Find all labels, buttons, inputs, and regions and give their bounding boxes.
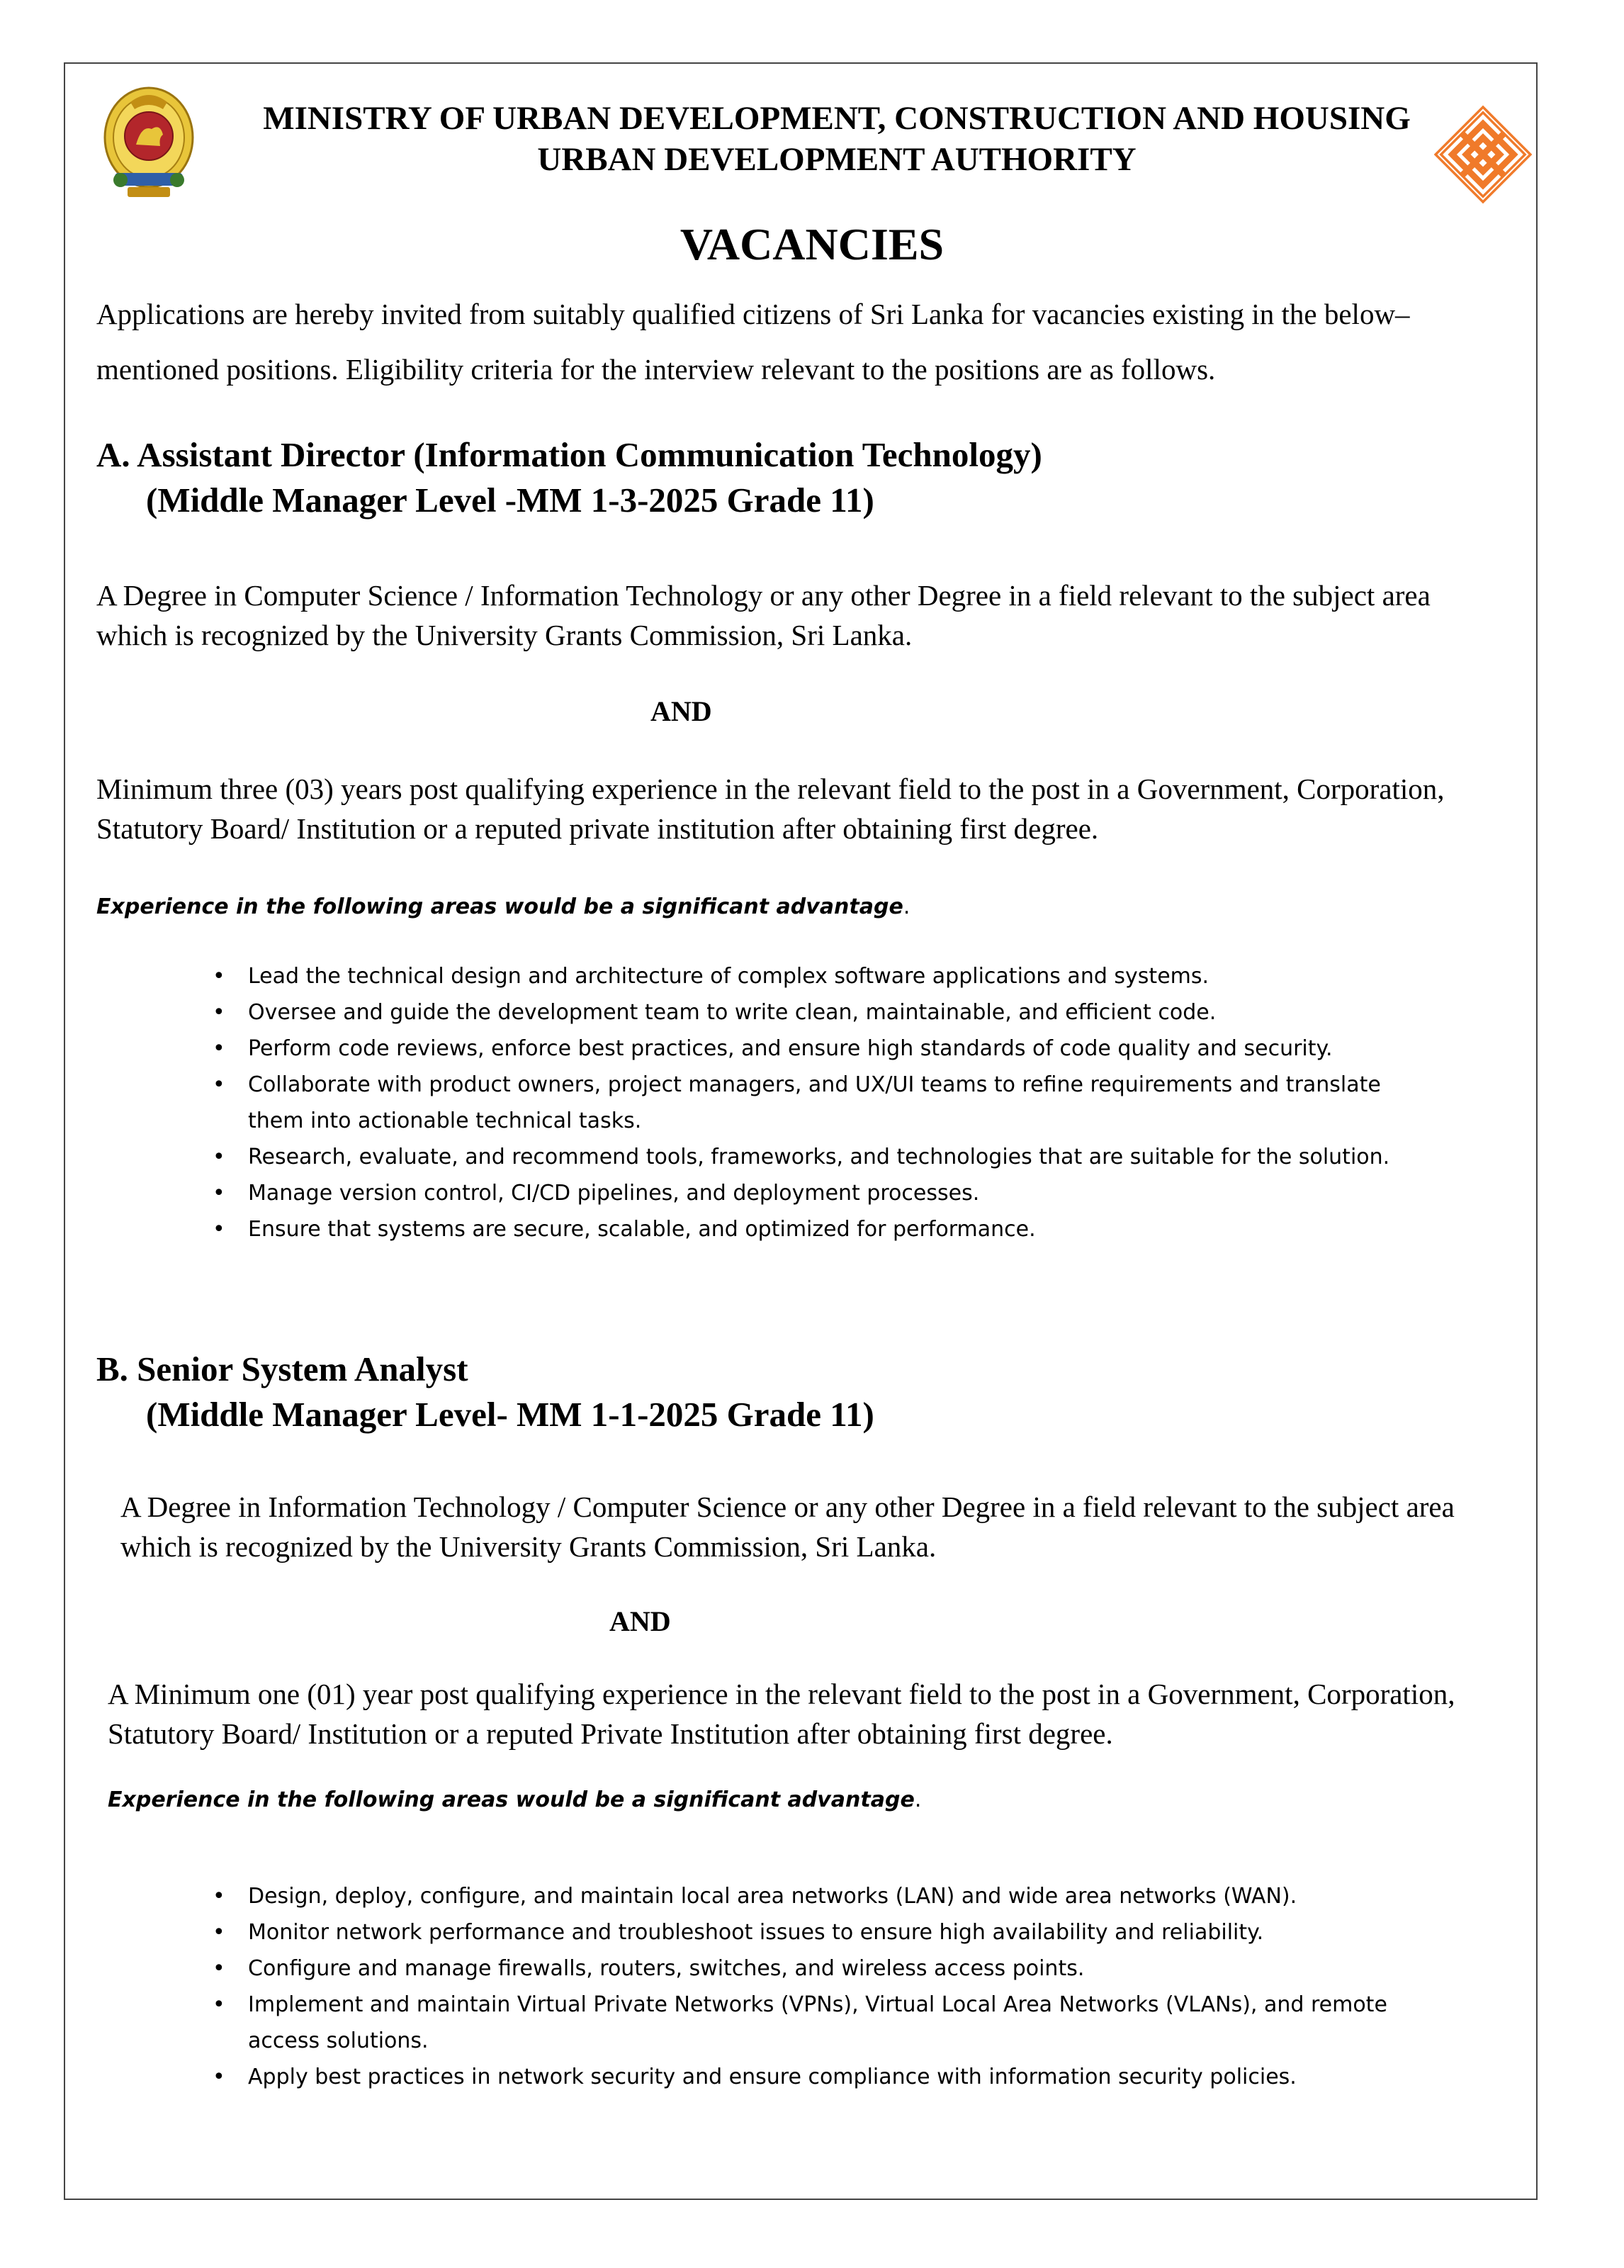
section-a-heading <box>96 432 1042 523</box>
bullet-icon: • <box>213 1884 225 1909</box>
bullet-icon: • <box>213 1992 225 2017</box>
bullet-icon: • <box>213 1000 225 1025</box>
ministry-name: MINISTRY OF URBAN DEVELOPMENT, CONSTRUCTION AND HOUSING <box>263 100 1411 137</box>
section-b-title: B. Senior System Analyst <box>96 1349 468 1388</box>
section-a-advantage-text: Experience in the following areas would be a significant advantage <box>96 894 903 919</box>
list-item: • Monitor network performance and troubleshoot issues to ensure high availability and reliability. <box>248 1914 1438 1950</box>
section-a-grade: (Middle Manager Level -MM 1-3-2025 Grade 11) <box>146 481 874 520</box>
section-b-degree: A Degree in Information Technology / Computer Science or any other Degree in a field relevant to the subject area which is recognized by the University Grants Commission, Sri Lanka. <box>120 1491 1455 1563</box>
section-b-advantage-period: . <box>914 1787 922 1812</box>
section-a-advantage-note <box>96 894 910 919</box>
bullet-icon: • <box>213 2065 225 2089</box>
bullet-icon: • <box>213 1072 225 1097</box>
section-b-experience: A Minimum one (01) year post qualifying experience in the relevant field to the post in a Government, Corporation, Statutory Board/ Institution or a reputed Private Institution after obtaining first degree. <box>108 1678 1455 1750</box>
authority-name: URBAN DEVELOPMENT AUTHORITY <box>537 141 1137 178</box>
bullet-icon: • <box>213 1920 225 1945</box>
section-a-experience: Minimum three (03) years post qualifying experience in the relevant field to the post in a Government, Corporation, Statutory Board/ Institution or a reputed private institution after obtaining first degree. <box>96 773 1445 845</box>
bullet-icon: • <box>213 1956 225 1981</box>
list-item: • Oversee and guide the development team to write clean, maintainable, and efficient code. <box>248 994 1424 1031</box>
list-item: • Perform code reviews, enforce best practices, and ensure high standards of code quality and security. <box>248 1031 1424 1067</box>
bullet-icon: • <box>213 1181 225 1206</box>
section-b-grade: (Middle Manager Level- MM 1-1-2025 Grade 11) <box>146 1395 874 1434</box>
section-a-degree: A Degree in Computer Science / Information Technology or any other Degree in a field relevant to the subject area which is recognized by the University Grants Commission, Sri Lanka. <box>96 579 1431 651</box>
bullet-icon: • <box>213 1217 225 1242</box>
section-a-duties-list <box>213 958 1424 1247</box>
list-item: • Manage version control, CI/CD pipelines, and deployment processes. <box>248 1175 1424 1211</box>
page-title: VACANCIES <box>680 219 944 269</box>
list-item: • Ensure that systems are secure, scalable, and optimized for performance. <box>248 1211 1424 1247</box>
section-a-and: AND <box>650 695 712 727</box>
section-b-advantage-text: Experience in the following areas would be a significant advantage <box>108 1787 915 1812</box>
section-b-duties-list <box>213 1878 1438 2095</box>
list-item: • Implement and maintain Virtual Private Networks (VPNs), Virtual Local Area Networks (VLANs), and remote access solutions. <box>248 1987 1438 2059</box>
section-a-title: A. Assistant Director (Information Communication Technology) <box>96 435 1042 474</box>
list-item: • Apply best practices in network security and ensure compliance with information security policies. <box>248 2059 1438 2095</box>
intro-paragraph: Applications are hereby invited from suitably qualified citizens of Sri Lanka for vacancies existing in the below–mentioned positions. Eligibility criteria for the interview relevant to the positions are as follows. <box>96 298 1410 386</box>
list-item: • Collaborate with product owners, project managers, and UX/UI teams to refine requirements and translate them into actionable technical tasks. <box>248 1067 1424 1139</box>
section-b-advantage-note <box>108 1787 921 1812</box>
list-item: • Research, evaluate, and recommend tools, frameworks, and technologies that are suitable for the solution. <box>248 1139 1424 1175</box>
section-b-heading <box>96 1347 874 1437</box>
list-item: • Configure and manage firewalls, routers, switches, and wireless access points. <box>248 1950 1438 1987</box>
section-a-advantage-period: . <box>903 894 910 919</box>
list-item: • Design, deploy, configure, and maintain local area networks (LAN) and wide area networks (WAN). <box>248 1878 1438 1914</box>
bullet-icon: • <box>213 964 225 989</box>
bullet-icon: • <box>213 1145 225 1169</box>
list-item: • Lead the technical design and architecture of complex software applications and systems. <box>248 958 1424 994</box>
bullet-icon: • <box>213 1036 225 1061</box>
section-b-and: AND <box>609 1605 671 1637</box>
